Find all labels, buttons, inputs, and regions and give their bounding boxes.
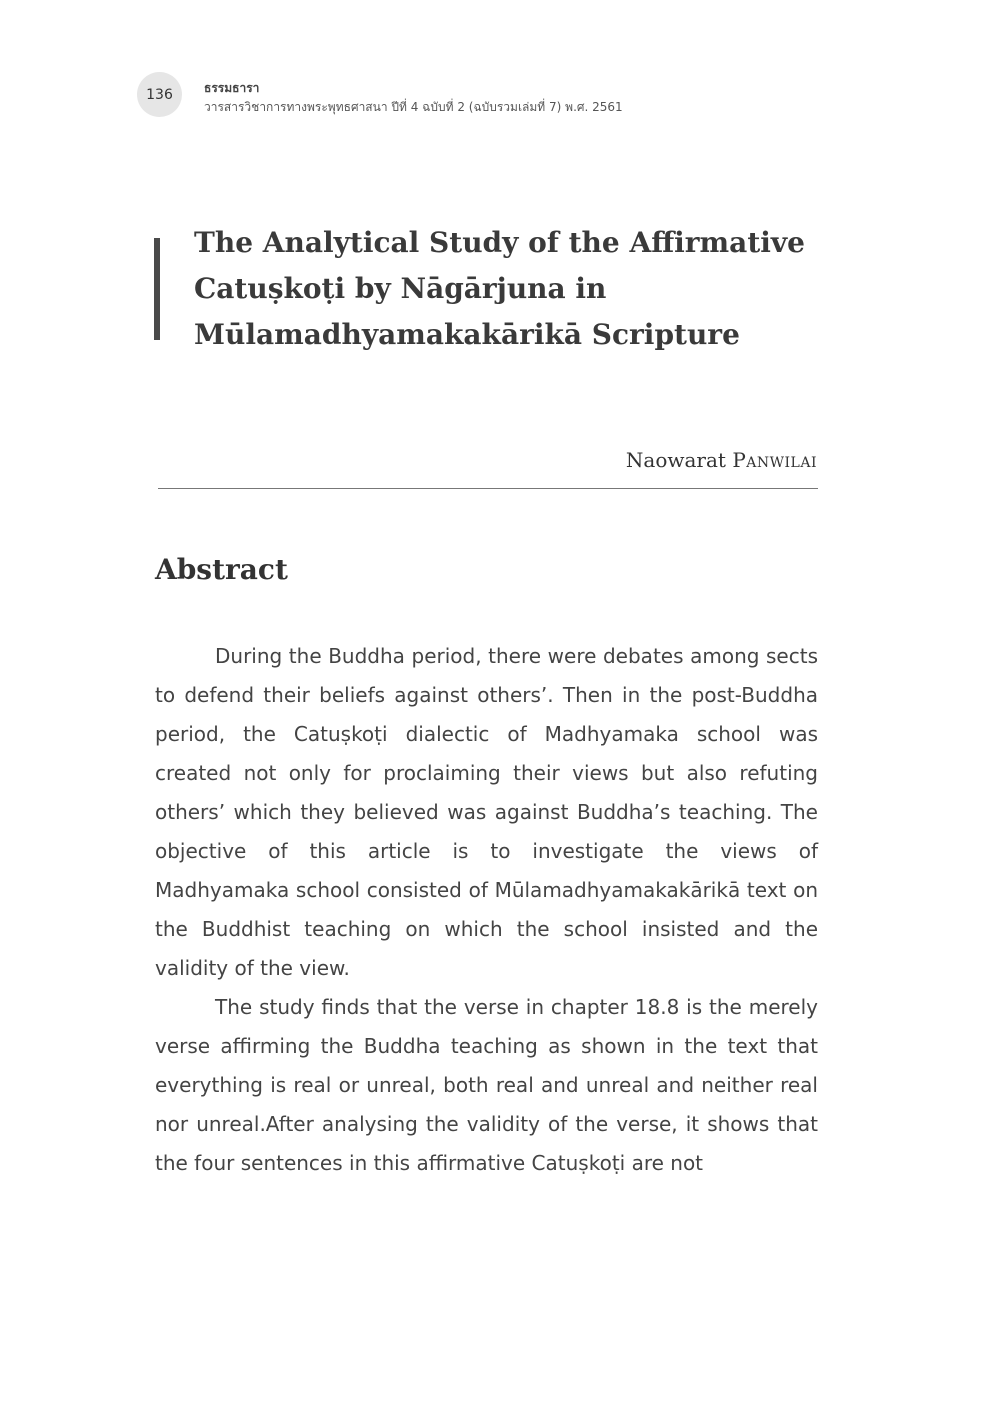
abstract-paragraph-2: The study finds that the verse in chapter 18.8 is the merely verse affirming the Buddha teaching as shown in the text that everything is real or unreal, both real and unreal and neither real nor unreal.After analysing the validity of the verse, it shows that the four sentences in this affirmative Catuṣkoṭi are not (155, 995, 818, 1175)
article-title (194, 220, 834, 358)
abstract-body (155, 637, 818, 1183)
page-number (137, 72, 182, 117)
author-name (626, 448, 817, 472)
journal-issue: วารสารวิชาการทางพระพุทธศาสนา ปีที่ 4 ฉบับที่ 2 (ฉบับรวมเล่มที่ 7) พ.ศ. 2561 (204, 100, 623, 114)
title-line-1: The Analytical Study of the Affirmative (194, 226, 805, 259)
abstract-paragraph-1: During the Buddha period, there were debates among sects to defend their beliefs against others’. Then in the post-Buddha period, the Catuṣkoṭi dialectic of Madhyamaka school was created not only for proclaiming their views but also refuting others’ which they believed was against Buddha’s teaching. The objective of this article is to investigate the views of Madhyamaka school consisted of Mūlamadhyamakakārikā text on the Buddhist teaching on which the school insisted and the validity of the view. (155, 644, 818, 980)
author-divider (158, 488, 818, 489)
page-number-text: 136 (146, 86, 173, 103)
author-surname: Panwilai (732, 448, 817, 472)
title-line-3: Mūlamadhyamakakārikā Scripture (194, 318, 740, 351)
title-line-2: Catuṣkoṭi by Nāgārjuna in (194, 272, 607, 305)
journal-name: ธรรมธารา (204, 81, 260, 95)
abstract-heading: Abstract (155, 553, 288, 586)
author-given-name: Naowarat (625, 448, 726, 472)
title-accent-bar (154, 238, 160, 340)
